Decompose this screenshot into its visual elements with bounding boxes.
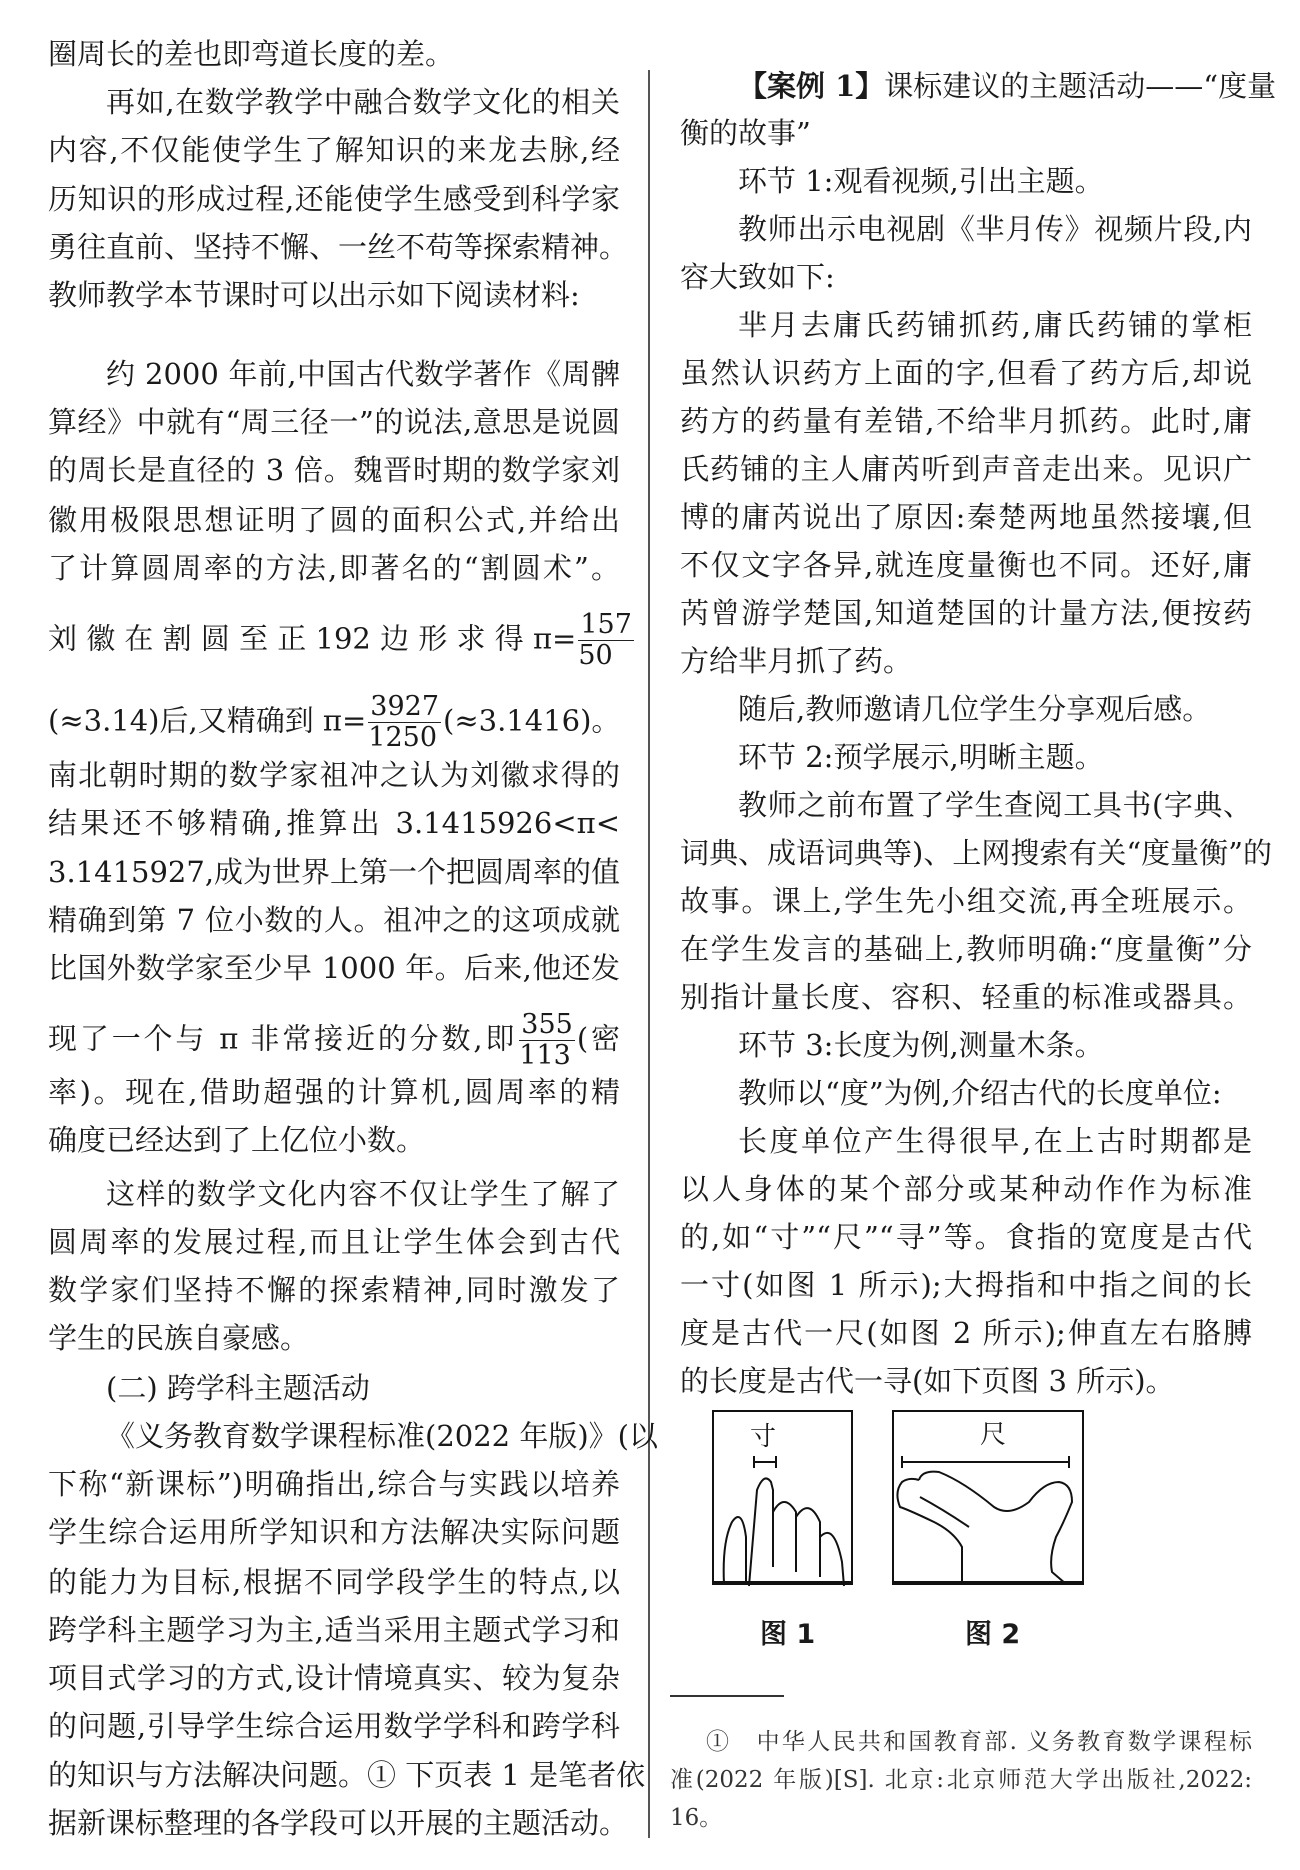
text-line: 教师出示电视剧《芈月传》视频片段,内 [738,212,1252,246]
text-line: 《义务教育数学课程标准(2022 年版)》(以 [106,1419,658,1453]
case-label: 【案例 1】 [738,69,885,103]
text-line: 结果还不够精确,推算出 3.1415926<π< [48,806,620,840]
figure-1-caption: 图 1 [760,1619,816,1650]
text-line: 南北朝时期的数学家祖冲之认为刘徽求得的 [48,758,620,792]
fraction-numerator: 3927 [370,691,440,722]
text-line: 据新课标整理的各学段可以开展的主题活动。 [48,1806,629,1840]
text-line: 衡的故事” [680,116,811,150]
text-segment: (≈3.14)后,又精确到 π= [48,703,367,738]
text-line: 博的庸芮说出了原因:秦楚两地虽然接壤,但 [680,500,1252,534]
footnote-rule [670,1695,784,1697]
text-line: 词典、成语词典等)、上网搜索有关“度量衡”的 [680,836,1272,870]
figure-2-label: 尺 [980,1420,1007,1450]
text-line: 教师之前布置了学生查阅工具书(字典、 [738,788,1252,822]
figure-1-label: 寸 [750,1422,777,1452]
text-line: 的长度是古代一寻(如下页图 3 所示)。 [680,1364,1175,1398]
fraction [368,692,441,753]
text-segment: 课标建议的主题活动——“度量 [884,69,1277,103]
text-line: 容大致如下: [680,260,835,294]
text-segment: 现了一个与 π 非常接近的分数,即 [48,1021,518,1056]
text-line: 药方的药量有差错,不给芈月抓药。此时,庸 [680,404,1252,438]
text-line: 以人身体的某个部分或某种动作作为标准 [680,1172,1252,1206]
text-line: 方给芈月抓了药。 [680,644,913,678]
index-finger-illustration [714,1412,855,1587]
text-line: 圈周长的差也即弯道长度的差。 [48,37,455,71]
text-line: 的周长是直径的 3 倍。魏晋时期的数学家刘 [48,453,620,487]
fraction [519,1010,575,1071]
text-line: 的知识与方法解决问题。① 下页表 1 是笔者依 [48,1758,646,1792]
text-line: 跨学科主题学习为主,适当采用主题式学习和 [48,1613,620,1647]
text-line: 教师以“度”为例,介绍古代的长度单位: [738,1076,1222,1110]
text-line: 环节 1:观看视频,引出主题。 [738,164,1104,198]
text-line [48,1009,620,1071]
fraction-denominator: 50 [578,640,613,671]
text-line: 比国外数学家至少早 1000 年。后来,他还发 [48,951,620,985]
text-line: 随后,教师邀请几位学生分享观后感。 [738,692,1212,726]
text-line: 再如,在数学教学中融合数学文化的相关 [106,85,620,119]
text-line: 确度已经达到了上亿位小数。 [48,1123,426,1157]
figure-2-hand-span [892,1410,1084,1585]
text-line: 学生综合运用所学知识和方法解决实际问题 [48,1515,620,1549]
text-line: 虽然认识药方上面的字,但看了药方后,却说 [680,356,1252,390]
fraction-numerator: 355 [521,1009,573,1040]
fraction [578,610,634,671]
text-line [48,691,621,753]
text-line: 徽用极限思想证明了圆的面积公式,并给出 [48,503,620,537]
text-line: 圆周率的发展过程,而且让学生体会到古代 [48,1225,620,1259]
text-line: 率)。现在,借助超强的计算机,圆周率的精 [48,1075,620,1109]
fraction-denominator: 1250 [368,722,438,753]
text-line [680,66,1277,106]
text-line: 约 2000 年前,中国古代数学著作《周髀 [106,357,620,391]
fraction-denominator: 113 [519,1040,571,1071]
figure-1-finger-width [712,1410,853,1585]
text-line: 下称“新课标”)明确指出,综合与实践以培养 [48,1467,620,1501]
text-line: 3.1415927,成为世界上第一个把圆周率的值 [48,855,621,889]
text-segment: (≈3.1416)。 [443,703,621,738]
text-line: 不仅文字各异,就连度量衡也不同。还好,庸 [680,548,1252,582]
text-line: 学生的民族自豪感。 [48,1321,310,1355]
text-line: 一寸(如图 1 所示);大拇指和中指之间的长 [680,1268,1252,1302]
figure-2-caption: 图 2 [965,1619,1021,1650]
text-segment: 刘 徽 在 割 圆 至 正 192 边 形 求 得 π= [48,621,577,656]
text-line: 勇往直前、坚持不懈、一丝不苟等探索精神。 [48,230,629,264]
text-line: 在学生发言的基础上,教师明确:“度量衡”分 [680,932,1252,966]
text-line: 环节 3:长度为例,测量木条。 [738,1028,1104,1062]
text-line: 内容,不仅能使学生了解知识的来龙去脉,经 [48,133,620,167]
text-line: 芈月去庸氏药铺抓药,庸氏药铺的掌柜 [738,308,1252,342]
text-line: 这样的数学文化内容不仅让学生了解了 [106,1177,620,1211]
column-divider [648,70,650,1838]
text-line: 数学家们坚持不懈的探索精神,同时激发了 [48,1273,620,1307]
text-line: 的,如“寸”“尺”“寻”等。食指的宽度是古代 [680,1220,1252,1254]
fraction-numerator: 157 [580,609,632,640]
text-line: 氏药铺的主人庸芮听到声音走出来。见识广 [680,452,1252,486]
text-line: 的问题,引导学生综合运用数学学科和跨学科 [48,1709,620,1743]
text-line: 别指计量长度、容积、轻重的标准或器具。 [680,980,1252,1014]
text-line: 历知识的形成过程,还能使学生感受到科学家 [48,182,620,216]
text-line [48,609,632,671]
text-line: 了计算圆周率的方法,即著名的“割圆术”。 [48,551,620,585]
footnote-line: 16。 [670,1805,723,1831]
text-line: 度是古代一尺(如图 2 所示);伸直左右胳膊 [680,1316,1252,1350]
text-line: 环节 2:预学展示,明晰主题。 [738,740,1104,774]
text-line: (二) 跨学科主题活动 [106,1371,370,1405]
text-line: 长度单位产生得很早,在上古时期都是 [738,1124,1252,1158]
text-line: 教师教学本节课时可以出示如下阅读材料: [48,278,580,312]
text-line: 的能力为目标,根据不同学段学生的特点,以 [48,1565,620,1599]
text-line: 精确到第 7 位小数的人。祖冲之的这项成就 [48,903,620,937]
text-line: 算经》中就有“周三径一”的说法,意思是说圆 [48,405,620,439]
footnote-line: ① 中华人民共和国教育部. 义务教育数学课程标 [706,1729,1252,1755]
text-segment: (密 [576,1021,620,1056]
footnote-line: 准(2022 年版)[S]. 北京:北京师范大学出版社,2022: [670,1767,1252,1793]
text-line: 芮曾游学楚国,知道楚国的计量方法,便按药 [680,596,1252,630]
text-line: 项目式学习的方式,设计情境真实、较为复杂 [48,1661,620,1695]
text-line: 故事。课上,学生先小组交流,再全班展示。 [680,884,1252,918]
